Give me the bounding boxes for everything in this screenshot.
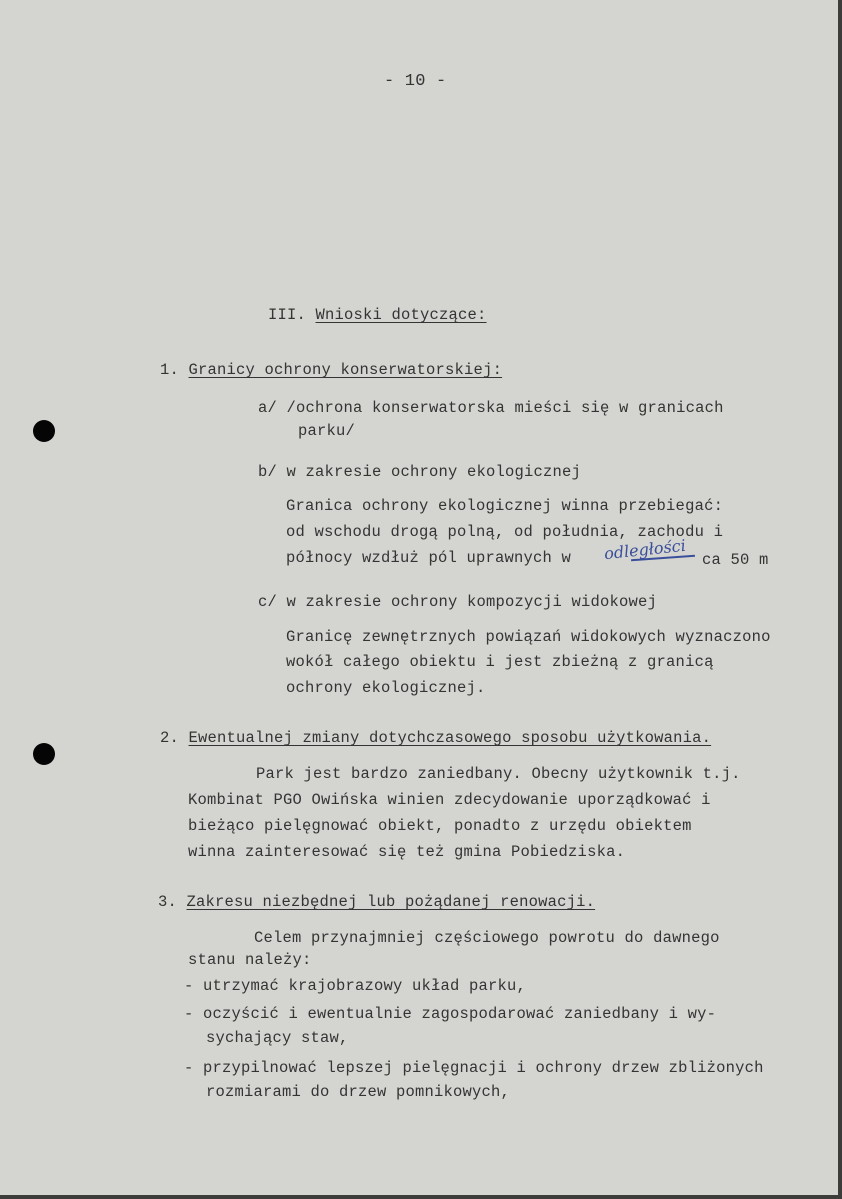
- item-c-line-2: wokół całego obiektu i jest zbieżną z granicą: [286, 653, 714, 671]
- list-item-2-line-2: sychający staw,: [206, 1029, 349, 1047]
- section-3-line-1: Celem przynajmniej częściowego powrotu do dawnego: [254, 929, 720, 947]
- item-c-line-1: Granicę zewnętrznych powiązań widokowych wyznaczono: [286, 628, 771, 646]
- heading-prefix: III.: [268, 306, 316, 324]
- section-2-number: 2.: [160, 729, 189, 747]
- section-3-line-2: stanu należy:: [188, 951, 312, 969]
- section-2-line-3: bieżąco pielęgnować obiekt, ponadto z urzędu obiektem: [188, 817, 692, 835]
- list-item-3-line-1: - przypilnować lepszej pielęgnacji i ochrony drzew zbliżonych: [184, 1059, 764, 1077]
- section-2-title-text: Ewentualnej zmiany dotychczasowego sposobu użytkowania.: [188, 729, 712, 747]
- section-1-title: [160, 360, 502, 380]
- item-b-line-3: północy wzdłuż pól uprawnych w: [286, 549, 572, 567]
- item-c-title: c/ w zakresie ochrony kompozycji widokowej: [258, 593, 658, 611]
- item-b-line-1: Granica ochrony ekologicznej winna przebiegać:: [286, 497, 724, 515]
- punch-hole-top: [33, 420, 55, 442]
- section-3-title: [158, 892, 595, 912]
- item-c-line-3: ochrony ekologicznej.: [286, 679, 486, 697]
- page-number: - 10 -: [384, 72, 447, 91]
- item-b-title: b/ w zakresie ochrony ekologicznej: [258, 463, 582, 481]
- list-item-3-line-2: rozmiarami do drzew pomnikowych,: [206, 1083, 511, 1101]
- section-2-line-2: Kombinat PGO Owińska winien zdecydowanie uporządkować i: [188, 791, 711, 809]
- item-b-line-2: od wschodu drogą polną, od południa, zachodu i: [286, 523, 724, 541]
- heading-title: Wnioski dotyczące:: [315, 306, 487, 324]
- section-1-number: 1.: [160, 361, 189, 379]
- item-a-line-1: a/ /ochrona konserwatorska mieści się w granicach: [258, 399, 724, 417]
- handwritten-correction: odległości: [603, 535, 687, 564]
- section-2-line-4: winna zainteresować się też gmina Pobiedziska.: [188, 843, 626, 861]
- list-item-2-line-1: - oczyścić i ewentualnie zagospodarować zaniedbany i wy-: [184, 1005, 717, 1023]
- item-b-line-3-end: ca 50 m: [702, 551, 769, 569]
- section-3-number: 3.: [158, 893, 187, 911]
- list-item-1: - utrzymać krajobrazowy układ parku,: [184, 977, 527, 995]
- item-a-line-2: parku/: [298, 422, 356, 440]
- section-1-title-text: Granicy ochrony konserwatorskiej:: [188, 361, 503, 379]
- section-heading: [268, 305, 487, 325]
- section-2-line-1: Park jest bardzo zaniedbany. Obecny użytkownik t.j.: [256, 765, 741, 783]
- section-2-title: [160, 728, 711, 748]
- section-3-title-text: Zakresu niezbędnej lub pożądanej renowacji.: [186, 893, 596, 911]
- punch-hole-bottom: [33, 743, 55, 765]
